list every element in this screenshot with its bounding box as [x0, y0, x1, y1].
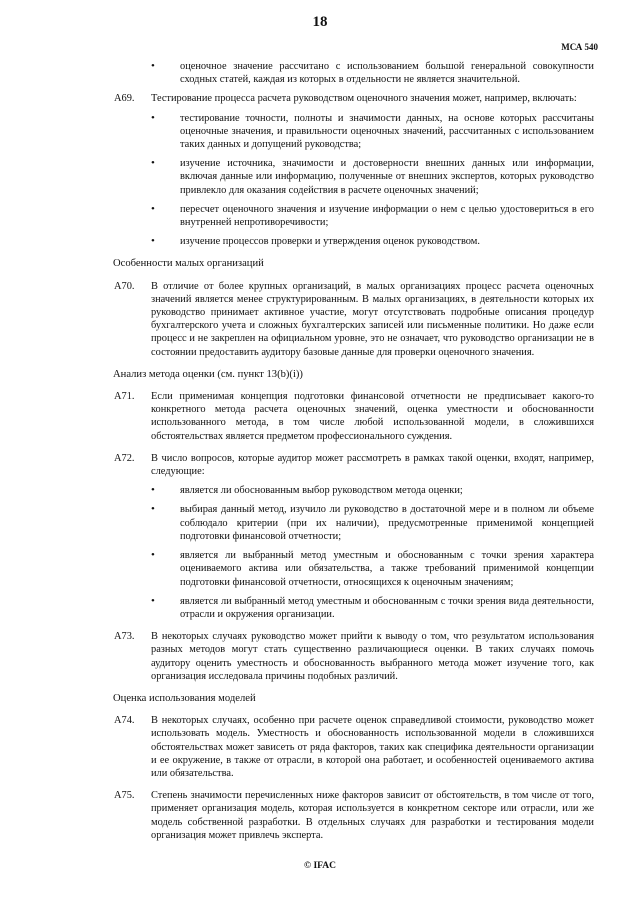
paragraph-a75 [114, 789, 594, 842]
list-item: • является ли выбранный метод уместным и обоснованным с точки зрения характера оцениваемого актива или обязательства, а также требований применимой концепции подготовки финансовой отчетности, относящихся к оценочным значениям; [151, 549, 594, 588]
top-bullet-list [114, 60, 594, 86]
list-item: • является ли выбранный метод уместным и обоснованным с точки зрения вида деятельности, отрасли и окружения организации. [151, 594, 594, 620]
paragraph-number: A70. [114, 280, 135, 292]
section-heading: Анализ метода оценки (см. пункт 13(b)(i)) [113, 368, 303, 380]
paragraph-text: Степень значимости перечисленных ниже факторов зависит от обстоятельств, в том числе от того, применяет организация модель, которая используется в конкретном секторе или отрасли, или же модель собственной разработки. В отдельных случаях для разработки и тестирования модели организация может привлечь эксперта. [151, 790, 594, 841]
bullet-icon: • [151, 503, 155, 516]
paragraph-text: В некоторых случаях руководство может прийти к выводу о том, что результатом использования разных методов могут стать существенно различающиеся оценки. В таких случаях помочь аудитору оценить уместность и обоснованность выбранного метода может изучение того, как организация исследовала причины подобных различий. [151, 631, 594, 682]
paragraph-intro: В число вопросов, которые аудитор может рассмотреть в рамках такой оценки, входят, например, следующие: [151, 452, 594, 478]
bullet-icon: • [151, 594, 155, 607]
paragraph-a73 [114, 630, 594, 683]
list-item: • оценочное значение рассчитано с использованием большой генеральной совокупности сходных статей, каждая из которых в отдельности не является значительной. [151, 60, 594, 86]
paragraph-text: Если применимая концепция подготовки финансовой отчетности не предписывает какого-то конкретного метода расчета оценочных значений, оценка уместности и обоснованности использованного метода, в том числе любой использованной модели, в сложившихся обстоятельствах является предметом профессионального суждения. [151, 391, 594, 442]
section-heading: Особенности малых организаций [113, 258, 264, 270]
paragraph-number: A74. [114, 715, 135, 727]
bullet-icon: • [151, 549, 155, 562]
paragraph-intro: Тестирование процесса расчета руководством оценочного значения может, например, включать: [151, 93, 577, 105]
list-item: • выбирая данный метод, изучило ли руководство в достаточной мере и в полном ли объеме соблюдало критерии (при их наличии), предусмотренные применимой концепцией подготовки финансовой отчетности; [151, 503, 594, 542]
paragraph-text: В отличие от более крупных организаций, в малых организациях процесс расчета оценочных значений является менее структурированным. В малых организациях, в деятельности которых их руководство принимает активное участие, могут отсутствовать подробные описания процедур бухгалтерского учета и сложных бухгалтерских записей или письменные политики. Но даже если процесс и не закреплен на официальном уровне, это не означает, что руководство организации не в состоянии предоставить аудитору базовые данные для проверки оценочного значения. [151, 280, 594, 358]
paragraph-number: A71. [114, 391, 135, 403]
bullet-icon: • [151, 202, 155, 215]
paragraph-a71 [114, 390, 594, 443]
list-item: • изучение источника, значимости и достоверности внешних данных или информации, включая данные или информацию, полученные от внешних экспертов, которых руководство привлекло для оказания содействия в расчете оценочных значений; [151, 157, 594, 196]
paragraph-number: A73. [114, 631, 135, 643]
bullet-icon: • [151, 484, 155, 497]
bullet-icon: • [151, 157, 155, 170]
section-heading: Оценка использования моделей [113, 692, 256, 704]
list-item: • изучение процессов проверки и утверждения оценок руководством. [151, 235, 480, 248]
bullet-icon: • [151, 60, 155, 72]
list-item: • тестирование точности, полноты и значимости данных, на основе которых рассчитаны оценочные значения, и правильности оценочных значений, рассчитанных с использованием таких данных и допущений руководства; [151, 111, 594, 151]
list-item: • является ли обоснованным выбор руководством метода оценки; [151, 484, 463, 497]
paragraph-number: A72. [114, 452, 135, 464]
paragraph-a72 [114, 452, 594, 621]
bullet-list [114, 484, 594, 621]
paragraph-a70 [114, 280, 594, 359]
footer-copyright: © IFAC [304, 861, 336, 871]
paragraph-a69 [114, 92, 594, 248]
paragraph-text: В некоторых случаях, особенно при расчете оценок справедливой стоимости, руководство может использовать модель. Уместность и обоснованность использованной модели в сложившихся обстоятельствах может зависеть от ряда факторов, таких как специфика деятельности организации и ее окружение, в также от отрасли, в которой она работает, и особенностей оцениваемого актива или обязательства. [151, 715, 594, 779]
list-item: • пересчет оценочного значения и изучение информации о нем с целью удостовериться в его внутренней непротиворечивости; [151, 202, 594, 229]
page-number: 18 [312, 14, 328, 30]
paragraph-number: A75. [114, 790, 135, 802]
bullet-icon: • [151, 111, 155, 124]
bullet-list [114, 112, 594, 249]
paragraph-number: A69. [114, 93, 135, 105]
page-content [114, 60, 594, 851]
document-code: МСА 540 [561, 42, 598, 52]
paragraph-a74 [114, 714, 594, 780]
bullet-icon: • [151, 235, 155, 248]
